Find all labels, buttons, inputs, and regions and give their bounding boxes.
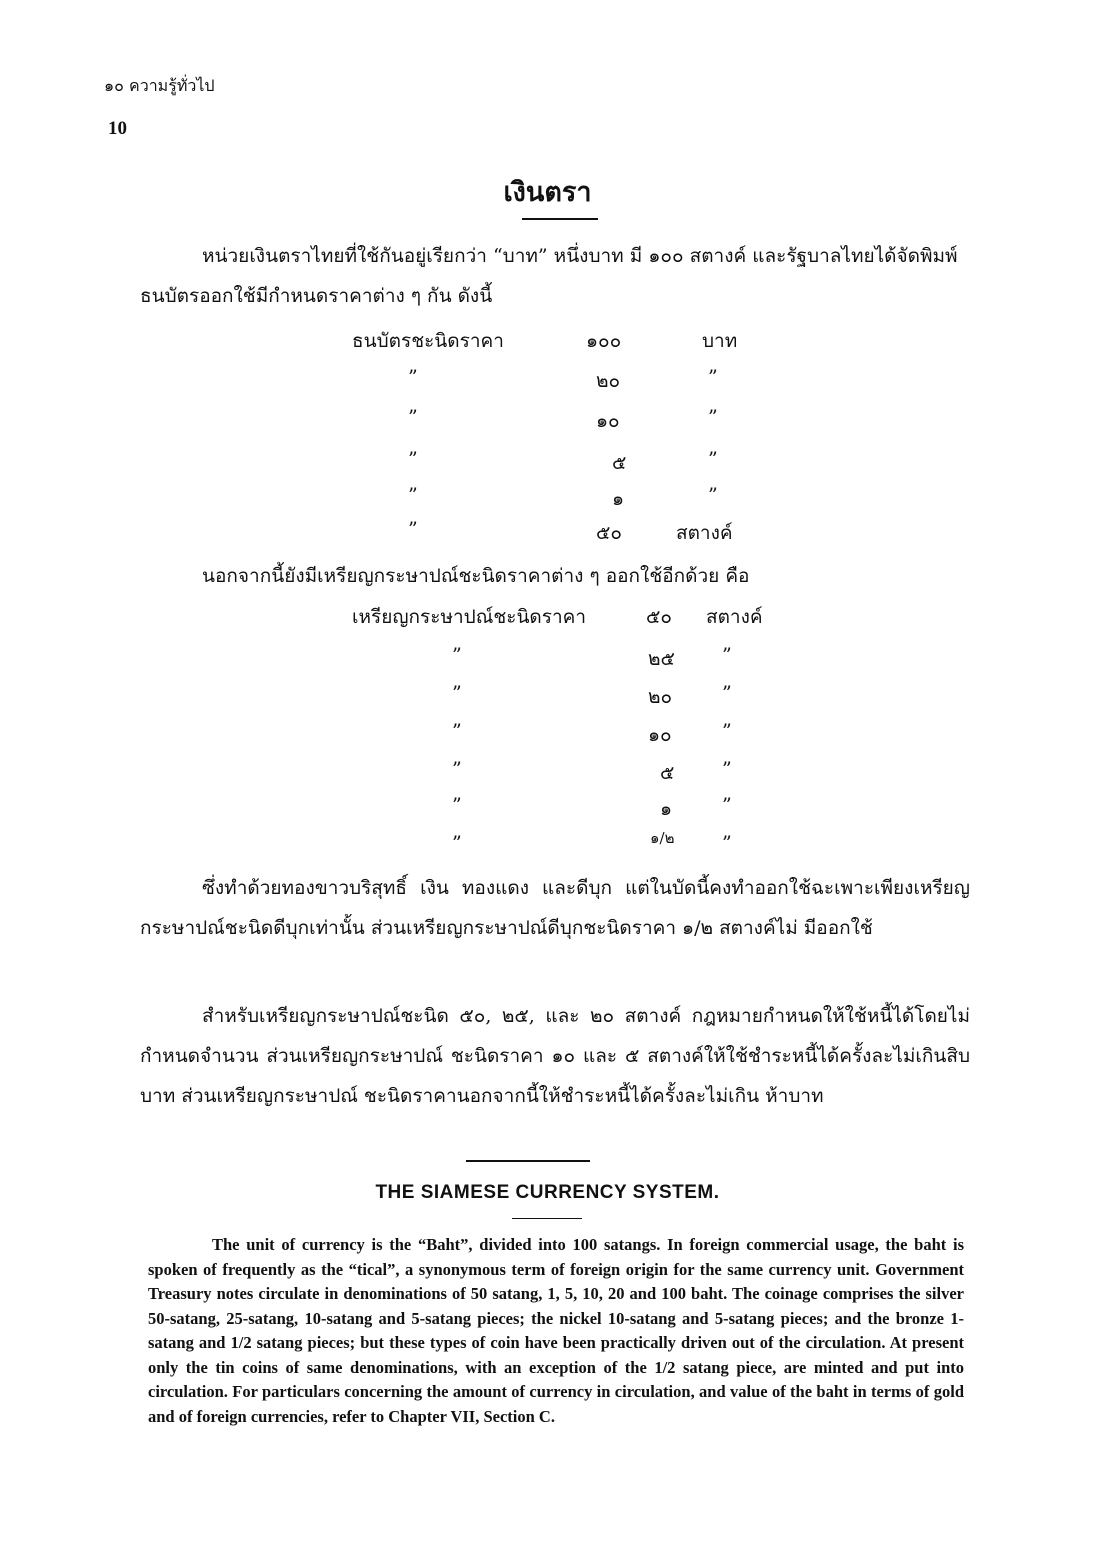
coin-value: ๕๐ [646,606,672,628]
banknote-label: ธนบัตรชะนิดราคา [352,330,504,352]
coin-label: ” [452,720,462,742]
banknote-value: ๒๐ [596,370,621,392]
banknote-label: ” [408,406,418,428]
paragraph-legal-tender: สำหรับเหรียญกระษาปณ์ชะนิด ๕๐, ๒๕, และ ๒๐ สตางค์ กฎหมายกำหนดให้ใช้หนี้ได้โดยไม่กำหนดจำนวน ส่วนเหรียญกระษาปณ์ ชะนิดราคา ๑๐ และ ๕ สตางค์ให้ใช้ชำระหนี้ได้ครั้งละไม่เกินสิบบาท ส่วนเหรียญกระษาปณ์ ชะนิดราคานอกจากนี้ให้ชำระหนี้ได้ครั้งละไม่เกิน ห้าบาท [140,1005,970,1107]
coin-label: เหรียญกระษาปณ์ชะนิดราคา [352,606,587,628]
coin-label: ” [452,644,462,666]
page-number: 10 [108,118,127,139]
coin-value: ๒๕ [648,648,675,670]
coin-label: ” [452,832,462,854]
title-underline [522,218,598,220]
intro-paragraph: หน่วยเงินตราไทยที่ใช้กันอยู่เรียกว่า “บาท” หนึ่งบาท มี ๑๐๐ สตางค์ และรัฐบาลไทยได้จัดพิมพ์ธนบัตรออกใช้มีกำหนดราคาต่าง ๆ กัน ดังนี้ [140,245,958,307]
coin-unit: ” [722,644,732,666]
banknote-label: ” [408,448,418,470]
coin-label: ” [452,794,462,816]
banknote-value: ๑ [612,488,625,510]
banknote-value: ๑๐ [596,410,620,432]
coin-value: ๑๐ [648,724,672,746]
coin-value: ๑ [660,798,673,820]
banknote-label: ” [408,484,418,506]
banknote-label: ” [408,518,418,540]
coin-value: ๒๐ [648,686,673,708]
paragraph-metals: ซึ่งทำด้วยทองขาวบริสุทธิ์ เงิน ทองแดง และดีบุก แต่ในบัดนี้คงทำออกใช้ฉะเพาะเพียงเหรียญกระษาปณ์ชะนิดดีบุกเท่านั้น ส่วนเหรียญกระษาปณ์ดีบุกชะนิดราคา ๑/๒ สตางค์ไม่ มีออกใช้ [140,877,970,939]
running-head: ๑๐ ความรู้ทั่วไป [104,76,215,95]
banknote-unit: บาท [702,330,738,352]
banknote-unit: ” [708,366,718,388]
coin-unit: ” [722,682,732,704]
banknote-value: ๕๐ [596,522,622,544]
banknote-value: ๕ [612,452,627,474]
coin-label: ” [452,682,462,704]
coin-value: ๕ [660,762,675,784]
coin-unit: สตางค์ [706,606,763,628]
english-section-title: THE SIAMESE CURRENCY SYSTEM. [375,1182,720,1203]
coin-value: ๑/๒ [650,829,675,847]
banknote-unit: ” [708,484,718,506]
english-paragraph: The unit of currency is the “Baht”, divided into 100 satangs. In foreign commercial usage, the baht is spoken of frequently as the “tical”, a synonymous term of foreign origin for the same currency unit. Government Treasury notes circulate in denominations of 50 satang, 1, 5, 10, 20 and 100 baht. The coinage comprises the silver 50-satang, 25-satang, 10-satang and 5-satang pieces; the nickel 10-satang and 5-satang pieces; and the bronze 1-satang and 1/2 satang pieces; but these types of coin have been practically driven out of the circulation. At present only the tin coins of same denominations, with an exception of the 1/2 satang piece, are minted and put into circulation. For particulars concerning the amount of currency in circulation, and value of the baht in terms of gold and of foreign currencies, refer to Chapter VII, Section C. [148,1235,964,1426]
banknote-value: ๑๐๐ [586,330,622,352]
english-title-underline [512,1218,582,1219]
banknote-unit: ” [708,406,718,428]
banknote-unit: สตางค์ [676,522,733,544]
coin-unit: ” [722,832,732,854]
coin-unit: ” [722,720,732,742]
section-divider [466,1160,590,1162]
coins-intro: นอกจากนี้ยังมีเหรียญกระษาปณ์ชะนิดราคาต่าง ๆ ออกใช้อีกด้วย คือ [202,565,750,587]
coin-unit: ” [722,794,732,816]
banknote-unit: ” [708,448,718,470]
coin-label: ” [452,758,462,780]
coin-unit: ” [722,758,732,780]
banknote-label: ” [408,366,418,388]
thai-section-title: เงินตรา [503,177,592,208]
